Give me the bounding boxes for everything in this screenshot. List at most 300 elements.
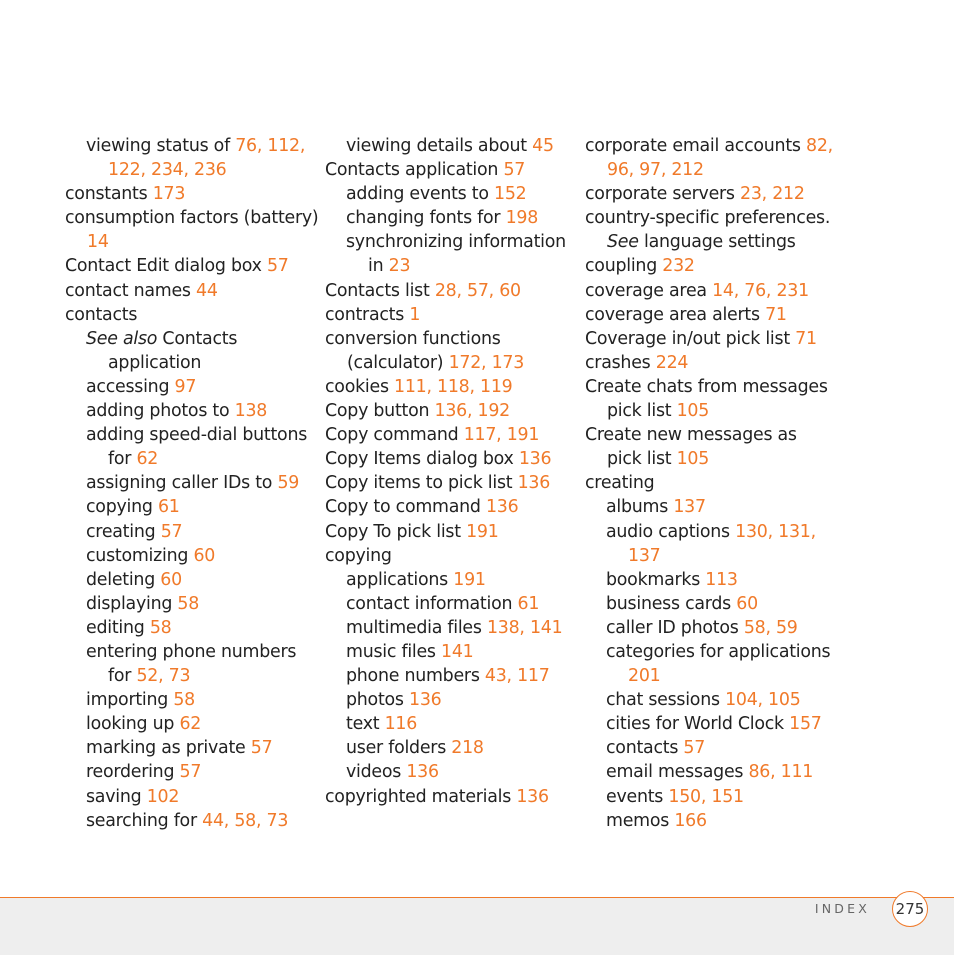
page-reference-link[interactable]: 76, 112, xyxy=(235,136,306,156)
page-footer xyxy=(0,897,954,955)
index-subentry xyxy=(325,206,566,230)
entry-line xyxy=(346,664,566,688)
page-reference-link[interactable]: 58 xyxy=(173,690,195,711)
page-reference-link[interactable]: 28, 57, 60 xyxy=(434,280,521,301)
entry-line xyxy=(606,640,833,664)
index-entry xyxy=(325,447,566,471)
entry-line xyxy=(585,375,833,399)
entry-line xyxy=(606,664,833,688)
page-reference-link[interactable]: 116 xyxy=(384,714,418,735)
entry-text: saving xyxy=(86,786,147,807)
entry-line xyxy=(86,592,318,616)
index-subentry xyxy=(585,785,833,809)
entry-text: memos xyxy=(606,810,675,831)
page-reference-link[interactable]: 173 xyxy=(152,184,186,205)
entry-text: events xyxy=(606,786,669,807)
section-label: INDEX xyxy=(814,901,870,916)
entry-line xyxy=(325,399,566,423)
entry-text: corporate servers xyxy=(585,184,741,205)
cross-reference-label: See also xyxy=(86,328,158,349)
entry-text: pick list xyxy=(607,401,677,422)
page-reference-link[interactable]: 86, 111 xyxy=(748,762,814,783)
entry-text: displaying xyxy=(86,593,178,614)
entry-line xyxy=(346,616,566,640)
entry-text: adding photos to xyxy=(86,401,235,422)
entry-text: audio captions xyxy=(606,521,736,542)
page-reference-link[interactable]: 62 xyxy=(179,714,202,735)
entry-line xyxy=(325,375,566,399)
entry-text: coverage area alerts xyxy=(585,304,766,325)
entry-line xyxy=(86,640,318,664)
index-subentry xyxy=(65,471,318,495)
page-reference-link[interactable]: 45 xyxy=(532,136,554,156)
entry-text: adding speed-dial buttons xyxy=(86,425,308,446)
index-subentry xyxy=(65,399,318,423)
entry-text: synchronizing information xyxy=(346,232,566,253)
entry-line xyxy=(86,399,318,423)
page-reference-link[interactable]: 105 xyxy=(676,401,710,422)
entry-text: pick list xyxy=(607,449,677,470)
page-reference-link[interactable]: 137 xyxy=(628,545,661,566)
page-reference-link[interactable]: 44, 58, 73 xyxy=(202,810,289,831)
page-reference-link[interactable]: 102 xyxy=(146,786,180,807)
index-subentry xyxy=(65,688,318,712)
entry-line xyxy=(325,423,566,447)
entry-line xyxy=(86,616,318,640)
entry-text: caller ID photos xyxy=(606,617,744,638)
index-entry xyxy=(325,423,566,447)
entry-text: assigning caller IDs to xyxy=(86,473,278,494)
page-reference-link[interactable]: 61 xyxy=(517,593,540,614)
index-subentry xyxy=(585,495,833,519)
index-column-1 xyxy=(65,134,318,833)
page-reference-link[interactable]: 130, 131, xyxy=(735,521,816,542)
entry-text: in xyxy=(368,256,389,277)
index-subentry xyxy=(585,640,833,688)
page-reference-link[interactable]: 136 xyxy=(517,473,551,494)
entry-text: Copy items to pick list xyxy=(325,473,518,494)
page-reference-link[interactable]: 97 xyxy=(174,376,197,397)
entry-text: contacts xyxy=(65,304,138,325)
page-reference-link[interactable]: 152 xyxy=(494,184,527,205)
page-reference-link[interactable]: 105 xyxy=(676,449,710,470)
page-reference-link[interactable]: 137 xyxy=(673,497,706,518)
entry-line xyxy=(86,544,318,568)
entry-text: videos xyxy=(346,762,407,783)
entry-line xyxy=(606,520,833,544)
index-subentry xyxy=(585,736,833,760)
page-reference-link[interactable]: 62 xyxy=(136,449,159,470)
entry-line xyxy=(585,158,833,182)
entry-text: chat sessions xyxy=(606,690,726,711)
index-subentry xyxy=(65,495,318,519)
page-reference-link[interactable]: 122, 234, 236 xyxy=(108,160,227,181)
entry-line xyxy=(65,230,318,254)
entry-line xyxy=(585,327,833,351)
page-reference-link[interactable]: 136 xyxy=(409,690,442,711)
index-subentry xyxy=(65,520,318,544)
entry-text: Contacts xyxy=(157,328,238,349)
entry-line xyxy=(606,760,833,784)
page-reference-link[interactable]: 58 xyxy=(177,593,200,614)
index-subentry xyxy=(325,688,566,712)
index-subentry xyxy=(585,568,833,592)
page-reference-link[interactable]: 136 xyxy=(516,786,549,807)
entry-line xyxy=(86,495,318,519)
entry-line xyxy=(606,544,833,568)
page-reference-link[interactable]: 166 xyxy=(674,810,707,831)
entry-text: looking up xyxy=(86,714,180,735)
entry-line xyxy=(346,182,566,206)
index-subentry xyxy=(65,544,318,568)
index-entry xyxy=(585,206,833,254)
entry-text: applications xyxy=(346,569,454,590)
index-column-2 xyxy=(325,134,566,809)
index-subentry xyxy=(325,664,566,688)
index-subentry xyxy=(585,616,833,640)
page-reference-link[interactable]: 58, 59 xyxy=(743,617,798,638)
page-reference-link[interactable]: 1 xyxy=(409,304,421,325)
entry-text: for xyxy=(108,449,137,470)
entry-line xyxy=(606,592,833,616)
entry-text: categories for applications xyxy=(606,641,831,662)
page-reference-link[interactable]: 172, 173 xyxy=(448,352,525,373)
page-reference-link[interactable]: 232 xyxy=(662,256,695,277)
index-entry xyxy=(585,471,833,495)
entry-line xyxy=(325,471,566,495)
entry-text: changing fonts for xyxy=(346,208,506,229)
entry-line xyxy=(585,423,833,447)
page-reference-link[interactable]: 136, 192 xyxy=(434,401,510,422)
entry-text: music files xyxy=(346,641,442,662)
page-reference-link[interactable]: 191 xyxy=(466,521,499,542)
entry-text: adding events to xyxy=(346,184,495,205)
entry-line xyxy=(86,471,318,495)
index-column-3 xyxy=(585,134,833,833)
entry-text: viewing status of xyxy=(86,136,236,156)
entry-line xyxy=(325,785,566,809)
entry-line xyxy=(585,182,833,206)
entry-text: Copy command xyxy=(325,425,464,446)
entry-text: customizing xyxy=(86,545,194,566)
page-reference-link[interactable]: 58 xyxy=(149,617,172,638)
index-entry xyxy=(325,520,566,544)
index-entry xyxy=(585,327,833,351)
entry-line xyxy=(346,254,566,278)
entry-line xyxy=(606,712,833,736)
index-subentry xyxy=(325,568,566,592)
entry-line xyxy=(325,447,566,471)
index-subentry xyxy=(585,592,833,616)
index-entry xyxy=(585,423,833,471)
entry-line xyxy=(86,375,318,399)
entry-text: copyrighted materials xyxy=(325,786,517,807)
index-subentry xyxy=(325,230,566,278)
entry-line xyxy=(346,230,566,254)
index-subentry xyxy=(325,134,566,158)
entry-text: creating xyxy=(86,521,161,542)
entry-line xyxy=(585,447,833,471)
entry-line xyxy=(585,303,833,327)
entry-text: cities for World Clock xyxy=(606,714,790,735)
entry-line xyxy=(325,327,566,351)
index-subentry xyxy=(65,592,318,616)
index-entry xyxy=(325,375,566,399)
entry-line xyxy=(325,351,566,375)
entry-text: crashes xyxy=(585,352,656,373)
entry-text: creating xyxy=(585,473,655,494)
entry-line xyxy=(606,785,833,809)
page-reference-link[interactable]: 201 xyxy=(628,666,661,687)
index-subentry xyxy=(325,182,566,206)
page-reference-link[interactable]: 218 xyxy=(451,738,484,759)
entry-line xyxy=(86,520,318,544)
entry-text: editing xyxy=(86,617,150,638)
page-reference-link[interactable]: 157 xyxy=(789,714,822,735)
index-entry xyxy=(65,279,318,303)
entry-text: Copy to command xyxy=(325,497,486,518)
index-subentry xyxy=(325,712,566,736)
entry-line xyxy=(325,520,566,544)
index-subentry xyxy=(325,592,566,616)
page-reference-link[interactable]: 57 xyxy=(250,738,273,759)
page-reference-link[interactable]: 23, 212 xyxy=(740,184,805,205)
entry-line xyxy=(346,760,566,784)
index-entry xyxy=(65,182,318,206)
page-reference-link[interactable]: 60 xyxy=(736,593,758,614)
entry-text: application xyxy=(108,352,202,373)
page-reference-link[interactable]: 224 xyxy=(655,352,689,373)
page-reference-link[interactable]: 141 xyxy=(441,641,474,662)
page-reference-link[interactable]: 52, 73 xyxy=(136,666,191,687)
entry-line xyxy=(65,206,318,230)
index-entry xyxy=(325,785,566,809)
page-reference-link[interactable]: 14, 76, 231 xyxy=(712,280,809,301)
index-subentry xyxy=(325,760,566,784)
entry-line xyxy=(86,785,318,809)
entry-line xyxy=(585,279,833,303)
entry-line xyxy=(86,134,318,158)
entry-text: reordering xyxy=(86,762,180,783)
entry-text: corporate email accounts xyxy=(585,136,806,156)
entry-text: email messages xyxy=(606,762,749,783)
index-subentry xyxy=(65,568,318,592)
entry-text: deleting xyxy=(86,569,161,590)
entry-line xyxy=(86,327,318,351)
entry-text: country-specific preferences. xyxy=(585,208,831,229)
entry-text: phone numbers xyxy=(346,666,485,687)
page-reference-link[interactable]: 44 xyxy=(196,280,218,301)
index-entry xyxy=(585,254,833,278)
entry-text: Contacts application xyxy=(325,160,504,181)
page-reference-link[interactable]: 57 xyxy=(160,521,183,542)
index-subentry xyxy=(65,736,318,760)
entry-line xyxy=(346,206,566,230)
page-reference-link[interactable]: 60 xyxy=(160,569,182,590)
page-reference-link[interactable]: 111, 118, 119 xyxy=(394,376,513,397)
entry-line xyxy=(65,182,318,206)
entry-line xyxy=(325,544,566,568)
index-entry xyxy=(585,134,833,182)
entry-text: bookmarks xyxy=(606,569,706,590)
index-subentry xyxy=(585,520,833,568)
index-entry xyxy=(585,279,833,303)
page-reference-link[interactable]: 104, 105 xyxy=(725,690,801,711)
page-reference-link[interactable]: 136 xyxy=(485,497,519,518)
entry-line xyxy=(585,471,833,495)
entry-text: business cards xyxy=(606,593,737,614)
entry-line xyxy=(325,279,566,303)
page-reference-link[interactable]: 43, 117 xyxy=(484,666,550,687)
index-entry xyxy=(325,279,566,303)
index-entry xyxy=(325,158,566,182)
index-subentry xyxy=(585,688,833,712)
entry-text: importing xyxy=(86,690,174,711)
entry-line xyxy=(585,351,833,375)
index-subentry xyxy=(65,134,318,182)
index-entry xyxy=(585,351,833,375)
entry-text: multimedia files xyxy=(346,617,487,638)
entry-line xyxy=(86,760,318,784)
page-reference-link[interactable]: 57 xyxy=(683,738,706,759)
entry-line xyxy=(86,809,318,833)
entry-line xyxy=(86,736,318,760)
page-reference-link[interactable]: 57 xyxy=(179,762,202,783)
entry-text: Contacts list xyxy=(325,280,435,301)
index-subentry xyxy=(585,760,833,784)
entry-text: consumption factors (battery) xyxy=(65,208,319,229)
index-entry xyxy=(585,182,833,206)
index-subentry xyxy=(325,616,566,640)
index-subentry xyxy=(325,736,566,760)
page-reference-link[interactable]: 198 xyxy=(505,208,539,229)
page-reference-link[interactable]: 60 xyxy=(193,545,216,566)
index-entry xyxy=(325,495,566,519)
index-subentry xyxy=(65,640,318,688)
page-reference-link[interactable]: 113 xyxy=(705,569,738,590)
index-entry xyxy=(325,544,566,568)
entry-text: coverage area xyxy=(585,280,713,301)
entry-line xyxy=(606,495,833,519)
entry-text: Copy button xyxy=(325,401,435,422)
entry-line xyxy=(346,712,566,736)
index-subentry xyxy=(65,327,318,375)
entry-text: contacts xyxy=(606,738,684,759)
entry-text: conversion functions xyxy=(325,328,501,349)
page-reference-link[interactable]: 71 xyxy=(795,328,817,349)
index-subentry xyxy=(585,809,833,833)
entry-text: albums xyxy=(606,497,674,518)
index-subentry xyxy=(65,809,318,833)
page-reference-link[interactable]: 136 xyxy=(406,762,439,783)
entry-text: language settings xyxy=(638,232,796,253)
entry-line xyxy=(65,279,318,303)
index-entry xyxy=(585,303,833,327)
index-subentry xyxy=(65,760,318,784)
page-reference-link[interactable]: 138 xyxy=(234,401,268,422)
entry-line xyxy=(86,447,318,471)
entry-line xyxy=(346,640,566,664)
entry-line xyxy=(606,688,833,712)
entry-text: marking as private xyxy=(86,738,251,759)
index-entry xyxy=(325,399,566,423)
entry-text: copying xyxy=(325,545,392,566)
page-reference-link[interactable]: 117, 191 xyxy=(463,425,540,446)
page-reference-link[interactable]: 61 xyxy=(157,497,180,518)
page-reference-link[interactable]: 71 xyxy=(765,304,787,325)
entry-text: copying xyxy=(86,497,158,518)
page-reference-link[interactable]: 150, 151 xyxy=(668,786,744,807)
index-entry xyxy=(325,327,566,375)
index-entry xyxy=(65,206,318,254)
page-reference-link[interactable]: 59 xyxy=(277,473,300,494)
index-subentry xyxy=(65,712,318,736)
entry-line xyxy=(606,568,833,592)
entry-text: Copy To pick list xyxy=(325,521,467,542)
page-reference-link[interactable]: 136 xyxy=(518,449,552,470)
page-reference-link[interactable]: 57 xyxy=(266,256,289,277)
page-reference-link[interactable]: 57 xyxy=(503,160,526,181)
entry-text: contracts xyxy=(325,304,410,325)
page-reference-link[interactable]: 14 xyxy=(87,232,109,253)
entry-line xyxy=(606,809,833,833)
entry-text: accessing xyxy=(86,376,175,397)
entry-text: Contact Edit dialog box xyxy=(65,256,267,277)
entry-text: coupling xyxy=(585,256,663,277)
index-entry xyxy=(325,471,566,495)
entry-text: Copy Items dialog box xyxy=(325,449,519,470)
entry-text: entering phone numbers xyxy=(86,641,297,662)
page-reference-link[interactable]: 191 xyxy=(453,569,486,590)
entry-text: Create new messages as xyxy=(585,425,797,446)
page-reference-link[interactable]: 82, xyxy=(806,136,833,156)
entry-text: for xyxy=(108,666,137,687)
entry-text: (calculator) xyxy=(347,352,449,373)
page-reference-link[interactable]: 138, 141 xyxy=(486,617,563,638)
entry-line xyxy=(585,206,833,230)
page-reference-link[interactable]: 96, 97, 212 xyxy=(607,160,704,181)
entry-line xyxy=(585,254,833,278)
entry-text: contact information xyxy=(346,593,518,614)
entry-line xyxy=(65,254,318,278)
index-subentry xyxy=(65,423,318,471)
entry-text: user folders xyxy=(346,738,452,759)
entry-text: viewing details about xyxy=(346,136,533,156)
entry-line xyxy=(86,423,318,447)
entry-line xyxy=(86,664,318,688)
index-subentry xyxy=(325,640,566,664)
entry-text: contact names xyxy=(65,280,197,301)
index-entry xyxy=(65,254,318,278)
entry-text: cookies xyxy=(325,376,395,397)
entry-line xyxy=(346,688,566,712)
entry-line xyxy=(65,303,318,327)
entry-text: text xyxy=(346,714,385,735)
entry-line xyxy=(86,568,318,592)
entry-line xyxy=(585,230,833,254)
index-entry xyxy=(585,375,833,423)
entry-text: searching for xyxy=(86,810,203,831)
page-reference-link[interactable]: 23 xyxy=(388,256,411,277)
cross-reference-label: See xyxy=(607,232,639,253)
entry-text: Coverage in/out pick list xyxy=(585,328,796,349)
page-number-badge: 275 xyxy=(892,891,928,927)
entry-line xyxy=(346,736,566,760)
entry-line xyxy=(606,736,833,760)
entry-line xyxy=(346,568,566,592)
entry-line xyxy=(325,158,566,182)
index-entry xyxy=(65,303,318,327)
